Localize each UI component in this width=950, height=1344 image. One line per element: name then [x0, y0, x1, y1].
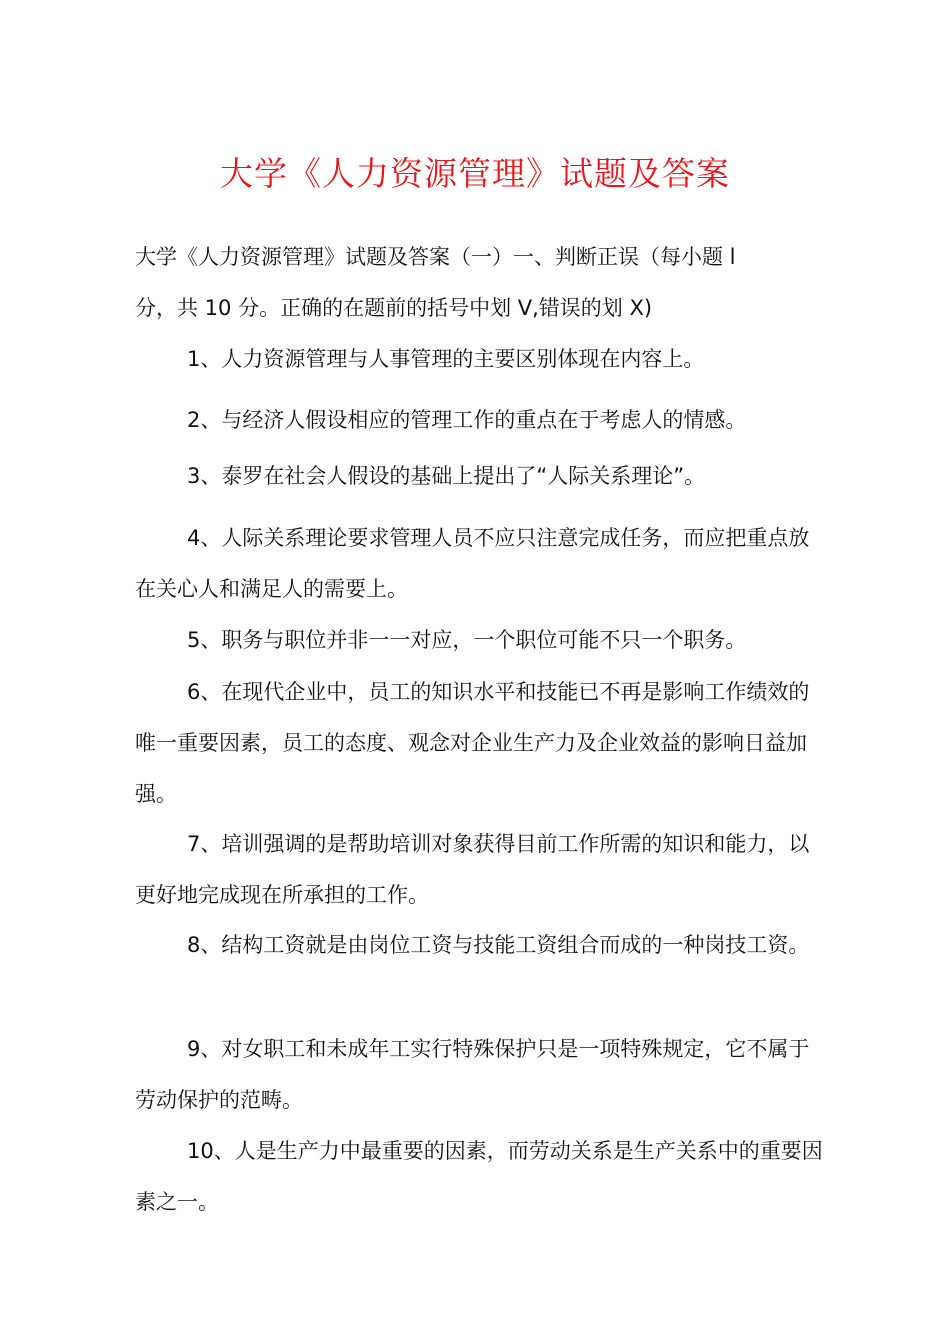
question-4: 4、人际关系理论要求管理人员不应只注意完成任务，而应把重点放在关心人和满足人的需要上。	[135, 526, 810, 601]
question-2: 2、与经济人假设相应的管理工作的重点在于考虑人的情感。	[187, 408, 747, 432]
document-title: 大学《人力资源管理》试题及答案	[220, 154, 730, 193]
question-5: 5、职务与职位并非一一对应，一个职位可能不只一个职务。	[187, 628, 747, 652]
question-3: 3、泰罗在社会人假设的基础上提出了“人际关系理论”。	[187, 464, 706, 488]
question-8: 8、结构工资就是由岗位工资与技能工资组合而成的一种岗技工资。	[187, 933, 810, 957]
question-6: 6、在现代企业中，员工的知识水平和技能已不再是影响工作绩效的唯一重要因素，员工的态度、观念对企业生产力及企业效益的影响日益加强。	[135, 680, 810, 806]
section-intro: 大学《人力资源管理》试题及答案（一）一、判断正误（每小题 l 分，共 10 分。正确的在题前的括号中划 V,错误的划 X)	[135, 245, 736, 320]
question-9: 9、对女职工和未成年工实行特殊保护只是一项特殊规定，它不属于劳动保护的范畴。	[135, 1037, 810, 1112]
question-10: 10、人是生产力中最重要的因素，而劳动关系是生产关系中的重要因素之一。	[135, 1139, 823, 1214]
question-7: 7、培训强调的是帮助培训对象获得目前工作所需的知识和能力，以更好地完成现在所承担的工作。	[135, 832, 810, 907]
question-1: 1、人力资源管理与人事管理的主要区别体现在内容上。	[187, 347, 705, 371]
